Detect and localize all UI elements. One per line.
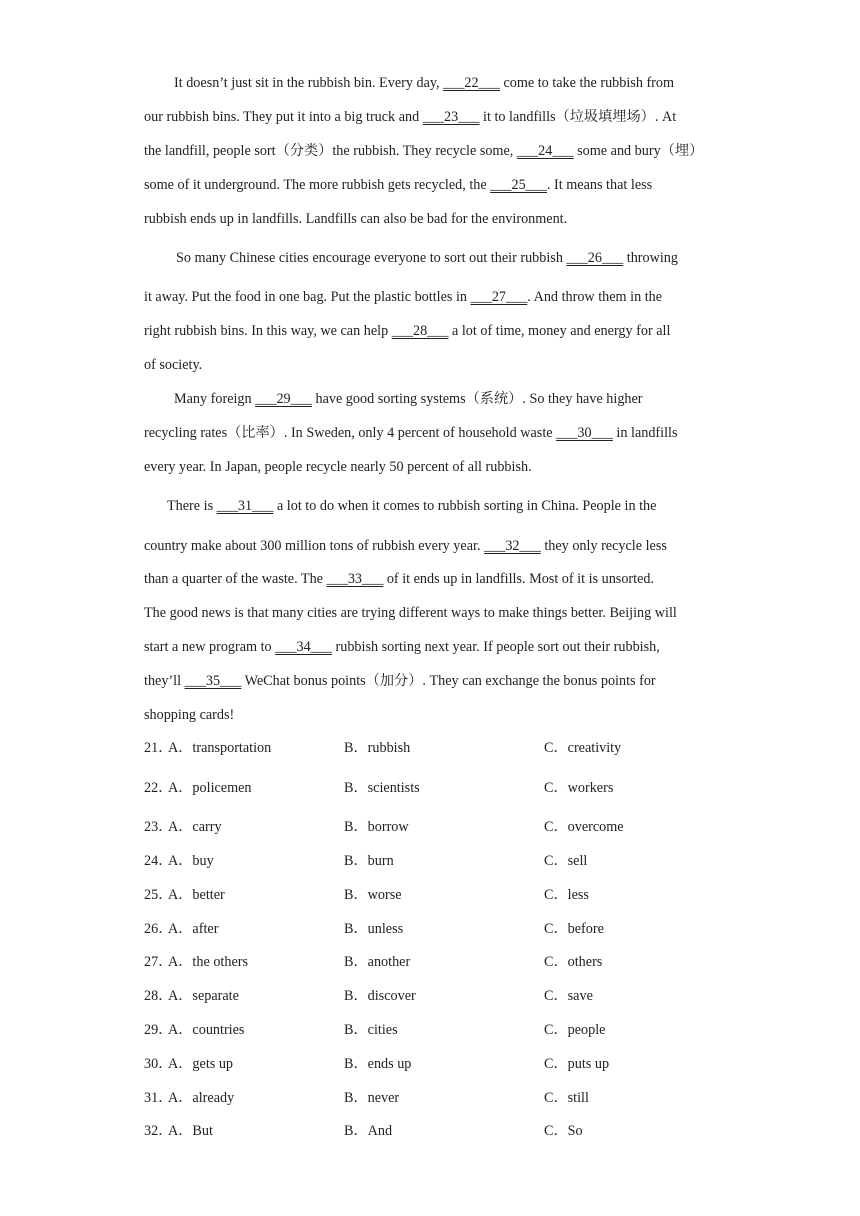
option-b: B．borrow <box>344 819 409 835</box>
option-b: B．unless <box>344 921 404 937</box>
passage-text: some and bury（埋） <box>573 143 704 159</box>
blank-26: ___26___ <box>566 250 624 266</box>
option-b: B．cities <box>344 1022 398 1038</box>
passage-text: a lot of time, money and energy for all <box>448 323 671 339</box>
passage-text: So many Chinese cities encourage everyone to sort out their rubbish <box>176 250 567 266</box>
option-c: C．workers <box>544 780 614 796</box>
question-number: 28． <box>144 988 173 1004</box>
option-c: C．So <box>544 1123 583 1139</box>
blank-27: ___27___ <box>470 289 528 305</box>
passage-line <box>144 424 678 442</box>
question-number: 21． <box>144 740 173 756</box>
passage-text: throwing <box>623 250 678 266</box>
passage-text: our rubbish bins. They put it into a big truck and <box>144 109 423 125</box>
option-c: C．creativity <box>544 740 622 756</box>
option-c: C．less <box>544 887 589 903</box>
option-c: C．puts up <box>544 1056 610 1072</box>
passage-text: . And throw them in the <box>527 289 663 305</box>
blank-30: ___30___ <box>556 425 613 441</box>
passage-text: it to landfills（垃圾填埋场）. At <box>479 109 677 125</box>
passage-line <box>144 108 676 126</box>
blank-34: ___34___ <box>275 639 332 655</box>
passage-text: than a quarter of the waste. The <box>144 571 327 587</box>
passage-line <box>176 249 678 267</box>
passage-text: of it ends up in landfills. Most of it is unsorted. <box>383 571 655 587</box>
option-b: B．burn <box>344 853 394 869</box>
passage-text: It doesn’t just sit in the rubbish bin. Every day, <box>174 75 444 91</box>
question-number: 24． <box>144 853 173 869</box>
passage-line <box>144 672 656 690</box>
passage-line <box>144 537 667 555</box>
blank-32: ___32___ <box>484 538 541 554</box>
question-number: 30． <box>144 1056 173 1072</box>
question-number: 27． <box>144 954 173 970</box>
passage-text: rubbish ends up in landfills. Landfills can also be bad for the environment. <box>144 211 568 227</box>
passage-line <box>144 706 234 724</box>
passage-line <box>144 356 202 374</box>
option-a: A．transportation <box>168 740 272 756</box>
option-c: C．still <box>544 1090 589 1106</box>
option-c: C．save <box>544 988 593 1004</box>
passage-line <box>174 390 643 408</box>
passage-text: in landfills <box>612 425 678 441</box>
option-b: B．discover <box>344 988 416 1004</box>
blank-28: ___28___ <box>391 323 449 339</box>
option-b: B．And <box>344 1123 393 1139</box>
option-b: B．never <box>344 1090 400 1106</box>
option-b: B．ends up <box>344 1056 412 1072</box>
passage-line <box>144 322 670 340</box>
option-c: C．others <box>544 954 603 970</box>
option-b: B．another <box>344 954 411 970</box>
passage-text: right rubbish bins. In this way, we can help <box>144 323 392 339</box>
passage-text: a lot to do when it comes to rubbish sorting in China. People in the <box>273 498 657 514</box>
passage-text: they only recycle less <box>540 538 667 554</box>
passage-text: have good sorting systems（系统）. So they have higher <box>311 391 643 407</box>
question-number: 23． <box>144 819 173 835</box>
passage-text: it away. Put the food in one bag. Put the plastic bottles in <box>144 289 471 305</box>
question-number: 32． <box>144 1123 173 1139</box>
passage-text: Many foreign <box>174 391 256 407</box>
question-number: 25． <box>144 887 173 903</box>
blank-24: ___24___ <box>516 143 574 159</box>
passage-text: shopping cards! <box>144 707 235 723</box>
passage-text: . It means that less <box>546 177 653 193</box>
passage-line <box>144 210 567 228</box>
passage-text: country make about 300 million tons of rubbish every year. <box>144 538 485 554</box>
option-a: A．after <box>168 921 219 937</box>
passage-line <box>167 497 656 515</box>
blank-33: ___33___ <box>326 571 384 587</box>
passage-text: WeChat bonus points（加分）. They can exchange the bonus points for <box>241 673 656 689</box>
option-b: B．rubbish <box>344 740 411 756</box>
passage-text: start a new program to <box>144 639 276 655</box>
option-a: A．already <box>168 1090 235 1106</box>
blank-29: ___29___ <box>255 391 312 407</box>
passage-line <box>144 604 677 622</box>
passage-text: There is <box>167 498 217 514</box>
passage-line <box>144 288 662 306</box>
passage-text: some of it underground. The more rubbish gets recycled, the <box>144 177 491 193</box>
option-a: A．countries <box>168 1022 245 1038</box>
passage-line <box>144 458 532 476</box>
blank-31: ___31___ <box>216 498 274 514</box>
passage-text: The good news is that many cities are trying different ways to make things better. Beijing will <box>144 605 677 621</box>
passage-text: recycling rates（比率）. In Sweden, only 4 percent of household waste <box>144 425 557 441</box>
passage-text: the landfill, people sort（分类）the rubbish. They recycle some, <box>144 143 517 159</box>
option-a: A．better <box>168 887 225 903</box>
option-a: A．buy <box>168 853 214 869</box>
passage-line <box>144 142 703 160</box>
blank-22: ___22___ <box>443 75 500 91</box>
option-a: A．policemen <box>168 780 252 796</box>
blank-35: ___35___ <box>184 673 242 689</box>
passage-line <box>174 74 674 92</box>
question-number: 22． <box>144 780 173 796</box>
passage-text: rubbish sorting next year. If people sort out their rubbish, <box>331 639 660 655</box>
blank-23: ___23___ <box>422 109 480 125</box>
passage-text: of society. <box>144 357 203 373</box>
passage-line <box>144 176 652 194</box>
option-a: A．separate <box>168 988 239 1004</box>
option-a: A．carry <box>168 819 222 835</box>
question-number: 29． <box>144 1022 173 1038</box>
passage-text: every year. In Japan, people recycle nearly 50 percent of all rubbish. <box>144 459 532 475</box>
blank-25: ___25___ <box>490 177 547 193</box>
passage-text: come to take the rubbish from <box>499 75 675 91</box>
option-c: C．overcome <box>544 819 624 835</box>
option-c: C．before <box>544 921 604 937</box>
option-a: A．gets up <box>168 1056 234 1072</box>
passage-line <box>144 638 660 656</box>
option-c: C．people <box>544 1022 606 1038</box>
question-number: 31． <box>144 1090 173 1106</box>
question-number: 26． <box>144 921 173 937</box>
option-c: C．sell <box>544 853 588 869</box>
option-a: A．the others <box>168 954 248 970</box>
option-b: B．worse <box>344 887 402 903</box>
option-a: A．But <box>168 1123 213 1139</box>
passage-line <box>144 570 654 588</box>
option-b: B．scientists <box>344 780 420 796</box>
passage-text: they’ll <box>144 673 185 689</box>
